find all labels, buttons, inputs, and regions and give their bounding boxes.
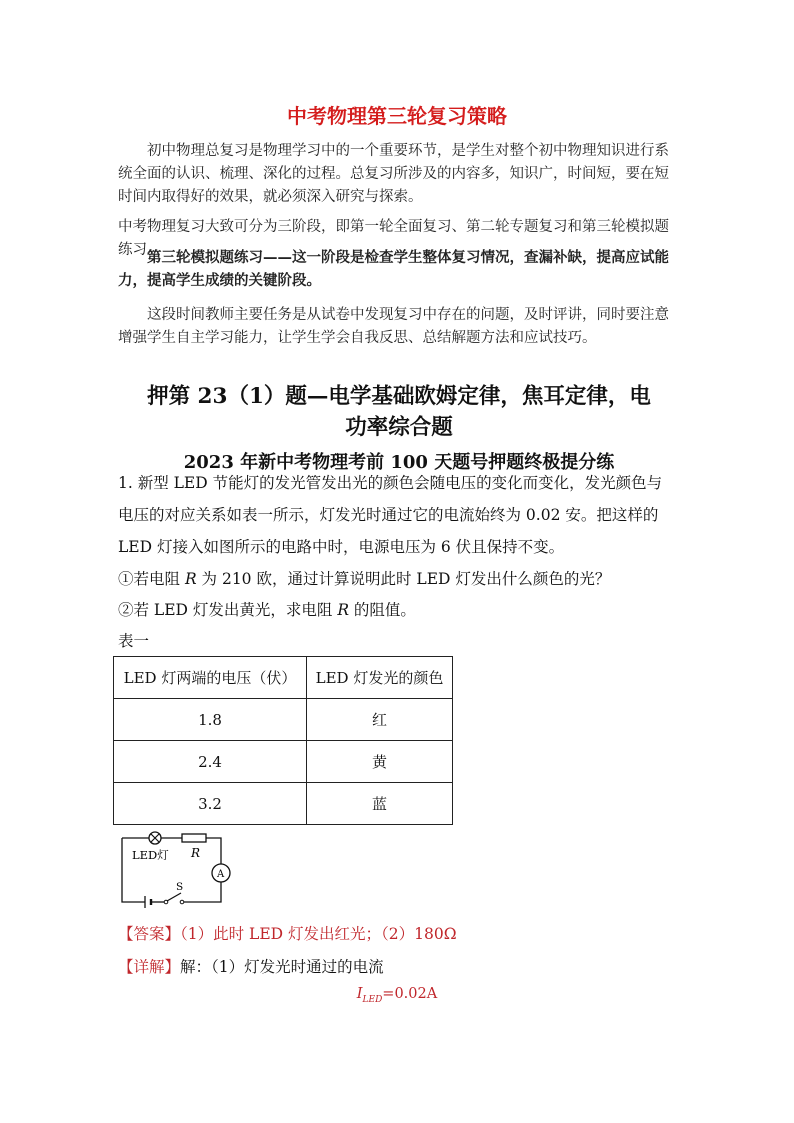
resistor-icon (182, 834, 206, 842)
section-subheading: 2023 年新中考物理考前 100 天题号押题终极提分练 (183, 452, 615, 473)
question-part-2: ②若 LED 灯发出黄光，求电阻 R 的阻值。 (118, 601, 416, 619)
intro-paragraph-3: 第三轮模拟题练习——这一阶段是检查学生整体复习情况，查漏补缺，提高应试能力，提高学生成绩的关键阶段。 (118, 250, 669, 289)
answer-line (118, 922, 457, 944)
battery-icon (145, 896, 151, 908)
formula-current: $I_{LED}=0.02A$ (356, 986, 438, 1005)
table-row (114, 741, 453, 783)
circuit-diagram (118, 826, 248, 912)
led-lamp-icon (149, 832, 161, 844)
question-line-3: LED 灯接入如图所示的电路中时，电源电压为 6 伏且保持不变。 (118, 538, 565, 556)
detail-tag: 【详解】 (118, 958, 181, 976)
detail-line (118, 955, 384, 977)
switch-icon (164, 893, 184, 904)
table-cell: 红 (307, 699, 453, 741)
table-cell: 3.2 (114, 783, 307, 825)
ammeter-label: A (217, 869, 225, 880)
answer-tag: 【答案】 (118, 925, 181, 943)
table-cell: 2.4 (114, 741, 307, 783)
table-header-voltage: LED 灯两端的电压（伏） (114, 657, 307, 699)
question-part-1: ①若电阻 R 为 210 欧，通过计算说明此时 LED 灯发出什么颜色的光？ (118, 570, 611, 588)
resistor-label: R (191, 846, 201, 860)
question-line-2: 电压的对应关系如表一所示，灯发光时通过它的电流始终为 0.02 安。把这样的 (118, 506, 659, 524)
voltage-color-table (113, 656, 453, 825)
table-cell: 蓝 (307, 783, 453, 825)
table-caption: 表一 (118, 632, 150, 650)
intro-paragraph-2: 中考物理复习大致可分为三阶段，即第一轮全面复习、第二轮专题复习和第三轮模拟题练习。 (118, 219, 669, 258)
intro-paragraph-4: 这段时间教师主要任务是从试卷中发现复习中存在的问题，及时评讲，同时要注意增强学生自主学习能力，让学生学会自我反思、总结解题方法和应试技巧。 (118, 307, 669, 346)
section-heading-line-2: 功率综合题 (345, 415, 453, 440)
table-row (114, 699, 453, 741)
switch-label: S (176, 881, 184, 893)
table-header-color: LED 灯发光的颜色 (307, 657, 453, 699)
led-label: LED灯 (132, 848, 169, 862)
answer-text: （1）此时 LED 灯发出红光；（2）180Ω (180, 925, 457, 943)
intro-paragraph-1: 初中物理总复习是物理学习中的一个重要环节，是学生对整个初中物理知识进行系统全面的认识、梳理、深化的过程。总复习所涉及的内容多，知识广，时间短，要在短时间内取得好的效果，就必须深入研究与探索。 (118, 143, 669, 205)
section-heading-line-1: 押第 23（1）题—电学基础欧姆定律，焦耳定律，电 (147, 384, 651, 409)
table-cell: 黄 (307, 741, 453, 783)
detail-text: 解：（1）灯发光时通过的电流 (180, 958, 384, 976)
page-title: 中考物理第三轮复习策略 (287, 104, 507, 128)
table-row (114, 783, 453, 825)
question-line-1: 1. 新型 LED 节能灯的发光管发出光的颜色会随电压的变化而变化，发光颜色与 (118, 474, 663, 492)
table-cell: 1.8 (114, 699, 307, 741)
table-header-row (114, 657, 453, 699)
